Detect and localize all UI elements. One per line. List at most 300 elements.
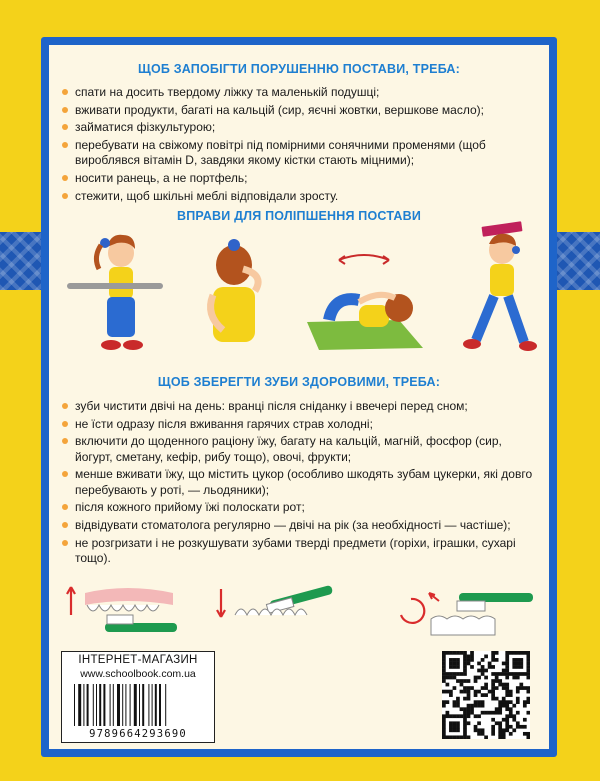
qr-module bbox=[502, 672, 506, 676]
qr-module bbox=[516, 721, 520, 725]
qr-module bbox=[463, 662, 467, 666]
barcode-bar bbox=[83, 684, 84, 726]
qr-module bbox=[453, 725, 457, 729]
qr-module bbox=[481, 669, 485, 673]
qr-module bbox=[502, 735, 506, 739]
barcode-bar bbox=[152, 684, 153, 726]
qr-module bbox=[474, 700, 478, 704]
qr-module bbox=[467, 714, 471, 718]
list-item: зуби чистити двічі на день: вранці після сніданку і ввечері перед сном; bbox=[61, 399, 541, 414]
qr-module bbox=[477, 721, 481, 725]
qr-module bbox=[502, 686, 506, 690]
qr-module bbox=[498, 721, 502, 725]
qr-module bbox=[505, 672, 509, 676]
list-item: включити до щоденного раціону їжу, багату на кальцій, магній, фосфор (сир, йогурт, сметану, кефір, рибу тощо), овочі, фрукти; bbox=[61, 434, 541, 465]
qr-module bbox=[505, 707, 509, 711]
qr-module bbox=[453, 651, 457, 655]
qr-module bbox=[491, 665, 495, 669]
qr-module bbox=[498, 683, 502, 687]
qr-module bbox=[505, 700, 509, 704]
qr-module bbox=[491, 732, 495, 736]
qr-module bbox=[449, 721, 453, 725]
qr-module bbox=[516, 651, 520, 655]
qr-module bbox=[456, 665, 460, 669]
qr-module bbox=[512, 714, 516, 718]
qr-module bbox=[481, 658, 485, 662]
qr-module bbox=[453, 704, 457, 708]
qr-module bbox=[442, 735, 446, 739]
qr-module bbox=[467, 721, 471, 725]
qr-module bbox=[463, 672, 467, 676]
qr-module bbox=[509, 707, 513, 711]
qr-module bbox=[442, 732, 446, 736]
qr-module bbox=[516, 697, 520, 701]
qr-module bbox=[456, 700, 460, 704]
barcode-bar bbox=[159, 684, 161, 726]
qr-module bbox=[477, 676, 481, 680]
qr-module bbox=[449, 651, 453, 655]
qr-module bbox=[481, 732, 485, 736]
qr-module bbox=[477, 700, 481, 704]
qr-module bbox=[516, 700, 520, 704]
list-item: стежити, щоб шкільні меблі відповідали зросту. bbox=[61, 189, 541, 204]
qr-module bbox=[456, 651, 460, 655]
qr-module bbox=[470, 651, 474, 655]
qr-module bbox=[512, 662, 516, 666]
qr-module bbox=[470, 686, 474, 690]
teeth-list bbox=[61, 399, 541, 569]
qr-module bbox=[463, 707, 467, 711]
qr-module bbox=[442, 669, 446, 673]
qr-module bbox=[453, 672, 457, 676]
list-item: менше вживати їжу, що містить цукор (особливо шкодять зубам цукерки, які довго перебувають у роті, — льодяники); bbox=[61, 467, 541, 498]
qr-module bbox=[495, 711, 499, 715]
qr-module bbox=[449, 735, 453, 739]
qr-module bbox=[477, 704, 481, 708]
qr-module bbox=[442, 728, 446, 732]
qr-module bbox=[484, 693, 488, 697]
qr-module bbox=[463, 721, 467, 725]
qr-module bbox=[460, 683, 464, 687]
qr-module bbox=[481, 711, 485, 715]
qr-module bbox=[442, 714, 446, 718]
qr-module bbox=[505, 676, 509, 680]
qr-module bbox=[449, 662, 453, 666]
qr-module bbox=[498, 679, 502, 683]
qr-module bbox=[519, 665, 523, 669]
qr-module bbox=[509, 651, 513, 655]
qr-module bbox=[449, 658, 453, 662]
qr-module bbox=[519, 651, 523, 655]
qr-module bbox=[442, 690, 446, 694]
qr-module bbox=[498, 711, 502, 715]
isbn-number: 9789664293690 bbox=[89, 728, 187, 740]
qr-module bbox=[523, 704, 527, 708]
qr-module bbox=[491, 725, 495, 729]
qr-module bbox=[477, 690, 481, 694]
qr-module bbox=[509, 672, 513, 676]
qr-module bbox=[526, 711, 530, 715]
qr-module bbox=[519, 683, 523, 687]
qr-module bbox=[502, 700, 506, 704]
qr-module bbox=[467, 711, 471, 715]
qr-module bbox=[453, 665, 457, 669]
qr-module bbox=[446, 676, 450, 680]
qr-module bbox=[505, 662, 509, 666]
qr-module bbox=[460, 735, 464, 739]
qr-module bbox=[512, 651, 516, 655]
qr-module bbox=[491, 683, 495, 687]
qr-module bbox=[505, 658, 509, 662]
qr-module bbox=[509, 732, 513, 736]
shop-label: ІНТЕРНЕТ-МАГАЗИН bbox=[78, 654, 198, 666]
qr-module bbox=[488, 665, 492, 669]
barcode-bar bbox=[87, 684, 89, 726]
qr-code[interactable] bbox=[442, 651, 530, 739]
list-item: займатися фізкультурою; bbox=[61, 120, 541, 135]
qr-module bbox=[467, 735, 471, 739]
qr-module bbox=[488, 662, 492, 666]
qr-module bbox=[498, 735, 502, 739]
qr-module bbox=[453, 662, 457, 666]
qr-module bbox=[509, 700, 513, 704]
barcode-bar bbox=[155, 684, 157, 726]
qr-module bbox=[498, 672, 502, 676]
barcode-bar bbox=[96, 684, 97, 726]
content-card bbox=[49, 45, 549, 749]
qr-module bbox=[484, 735, 488, 739]
qr-module bbox=[449, 693, 453, 697]
qr-module bbox=[516, 662, 520, 666]
qr-module bbox=[502, 662, 506, 666]
brushing-circular-illustration bbox=[389, 585, 539, 645]
qr-module bbox=[509, 690, 513, 694]
qr-module bbox=[442, 700, 446, 704]
qr-module bbox=[453, 728, 457, 732]
qr-module bbox=[526, 697, 530, 701]
qr-module bbox=[470, 665, 474, 669]
barcode-bar bbox=[165, 684, 166, 726]
qr-module bbox=[446, 672, 450, 676]
qr-module bbox=[512, 658, 516, 662]
qr-module bbox=[512, 718, 516, 722]
qr-module bbox=[467, 697, 471, 701]
barcode-block bbox=[61, 651, 215, 743]
qr-module bbox=[481, 704, 485, 708]
qr-module bbox=[516, 725, 520, 729]
qr-module bbox=[453, 714, 457, 718]
qr-module bbox=[526, 732, 530, 736]
qr-module bbox=[498, 732, 502, 736]
qr-module bbox=[463, 658, 467, 662]
barcode-bar bbox=[110, 684, 111, 726]
barcode-bar bbox=[74, 684, 75, 726]
qr-module bbox=[526, 735, 530, 739]
posture-list bbox=[61, 85, 541, 206]
brushing-upper-illustration bbox=[57, 575, 187, 645]
barcode-bar bbox=[78, 684, 81, 726]
qr-module bbox=[488, 711, 492, 715]
qr-module bbox=[442, 718, 446, 722]
qr-module bbox=[463, 651, 467, 655]
qr-module bbox=[491, 651, 495, 655]
qr-module bbox=[467, 655, 471, 659]
qr-module bbox=[449, 665, 453, 669]
qr-module bbox=[463, 732, 467, 736]
qr-module bbox=[449, 725, 453, 729]
qr-module bbox=[449, 690, 453, 694]
shop-url[interactable]: www.schoolbook.com.ua bbox=[80, 668, 196, 680]
qr-module bbox=[523, 725, 527, 729]
qr-module bbox=[495, 697, 499, 701]
qr-module bbox=[491, 728, 495, 732]
qr-module bbox=[467, 658, 471, 662]
qr-module bbox=[477, 669, 481, 673]
qr-module bbox=[442, 725, 446, 729]
qr-module bbox=[495, 679, 499, 683]
exercise-stick-illustration bbox=[59, 225, 169, 360]
qr-module bbox=[491, 697, 495, 701]
qr-module bbox=[442, 676, 446, 680]
qr-module bbox=[467, 686, 471, 690]
qr-module bbox=[463, 728, 467, 732]
qr-module bbox=[526, 665, 530, 669]
qr-module bbox=[526, 655, 530, 659]
qr-module bbox=[512, 665, 516, 669]
qr-module bbox=[467, 707, 471, 711]
qr-module bbox=[460, 707, 464, 711]
qr-module bbox=[446, 683, 450, 687]
qr-module bbox=[491, 711, 495, 715]
qr-module bbox=[456, 672, 460, 676]
qr-module bbox=[453, 735, 457, 739]
qr-module bbox=[523, 718, 527, 722]
qr-module bbox=[519, 725, 523, 729]
qr-module bbox=[446, 690, 450, 694]
qr-module bbox=[456, 658, 460, 662]
qr-module bbox=[498, 728, 502, 732]
qr-module bbox=[446, 711, 450, 715]
qr-module bbox=[523, 651, 527, 655]
qr-module bbox=[463, 718, 467, 722]
qr-module bbox=[491, 718, 495, 722]
qr-module bbox=[463, 711, 467, 715]
qr-module bbox=[526, 700, 530, 704]
qr-module bbox=[505, 651, 509, 655]
qr-module bbox=[502, 669, 506, 673]
qr-module bbox=[516, 672, 520, 676]
qr-module bbox=[495, 658, 499, 662]
qr-module bbox=[442, 651, 446, 655]
qr-module bbox=[498, 725, 502, 729]
qr-module bbox=[467, 693, 471, 697]
qr-module bbox=[495, 707, 499, 711]
qr-module bbox=[442, 662, 446, 666]
qr-module bbox=[484, 686, 488, 690]
barcode-bar bbox=[130, 684, 131, 726]
barcode-bar bbox=[103, 684, 105, 726]
qr-module bbox=[474, 690, 478, 694]
qr-module bbox=[516, 658, 520, 662]
qr-module bbox=[505, 690, 509, 694]
qr-module bbox=[460, 690, 464, 694]
qr-module bbox=[526, 676, 530, 680]
barcode-bar bbox=[117, 684, 120, 726]
qr-module bbox=[453, 721, 457, 725]
list-item: носити ранець, а не портфель; bbox=[61, 171, 541, 186]
qr-module bbox=[442, 721, 446, 725]
qr-module bbox=[446, 714, 450, 718]
qr-module bbox=[463, 714, 467, 718]
qr-module bbox=[495, 721, 499, 725]
qr-module bbox=[470, 711, 474, 715]
qr-module bbox=[481, 665, 485, 669]
qr-module bbox=[509, 711, 513, 715]
qr-module bbox=[463, 686, 467, 690]
qr-module bbox=[481, 686, 485, 690]
qr-module bbox=[463, 690, 467, 694]
qr-module bbox=[512, 728, 516, 732]
qr-module bbox=[526, 651, 530, 655]
exercise-back-hands-illustration bbox=[199, 235, 269, 360]
qr-module bbox=[512, 672, 516, 676]
barcode-bar bbox=[139, 684, 140, 726]
qr-module bbox=[509, 714, 513, 718]
qr-module bbox=[516, 711, 520, 715]
qr-module bbox=[446, 735, 450, 739]
qr-module bbox=[519, 686, 523, 690]
qr-module bbox=[474, 679, 478, 683]
qr-module bbox=[526, 658, 530, 662]
qr-module bbox=[505, 665, 509, 669]
qr-module bbox=[505, 655, 509, 659]
qr-module bbox=[526, 690, 530, 694]
barcode-bar bbox=[99, 684, 101, 726]
qr-module bbox=[523, 686, 527, 690]
qr-module bbox=[456, 725, 460, 729]
qr-module bbox=[502, 732, 506, 736]
qr-module bbox=[512, 676, 516, 680]
qr-module bbox=[481, 728, 485, 732]
qr-module bbox=[491, 672, 495, 676]
qr-module bbox=[484, 655, 488, 659]
qr-module bbox=[491, 658, 495, 662]
qr-module bbox=[509, 693, 513, 697]
qr-module bbox=[495, 686, 499, 690]
qr-module bbox=[481, 672, 485, 676]
qr-module bbox=[512, 704, 516, 708]
qr-module bbox=[495, 651, 499, 655]
qr-module bbox=[502, 718, 506, 722]
qr-module bbox=[505, 721, 509, 725]
qr-module bbox=[463, 679, 467, 683]
teeth-title: ЩОБ ЗБЕРЕГТИ ЗУБИ ЗДОРОВИМИ, ТРЕБА: bbox=[157, 375, 441, 389]
qr-module bbox=[516, 690, 520, 694]
qr-module bbox=[498, 704, 502, 708]
qr-module bbox=[516, 686, 520, 690]
qr-module bbox=[460, 714, 464, 718]
qr-module bbox=[484, 683, 488, 687]
exercises-title: ВПРАВИ ДЛЯ ПОЛІПШЕННЯ ПОСТАВИ bbox=[176, 209, 422, 223]
exercise-lying-illustration bbox=[299, 250, 429, 355]
qr-module bbox=[523, 672, 527, 676]
qr-module bbox=[460, 651, 464, 655]
qr-module bbox=[488, 690, 492, 694]
qr-module bbox=[442, 665, 446, 669]
qr-module bbox=[516, 676, 520, 680]
qr-module bbox=[491, 693, 495, 697]
qr-module bbox=[505, 693, 509, 697]
qr-module bbox=[460, 679, 464, 683]
qr-module bbox=[456, 704, 460, 708]
qr-module bbox=[442, 655, 446, 659]
barcode-bar bbox=[148, 684, 149, 726]
list-item: відвідувати стоматолога регулярно — двічі на рік (за необхідності — частіше); bbox=[61, 518, 541, 533]
list-item: спати на досить твердому ліжку та маленькій подушці; bbox=[61, 85, 541, 100]
exercise-book-on-head-illustration bbox=[454, 220, 544, 360]
qr-module bbox=[502, 704, 506, 708]
qr-module bbox=[481, 700, 485, 704]
qr-module bbox=[526, 686, 530, 690]
qr-module bbox=[502, 728, 506, 732]
qr-module bbox=[442, 658, 446, 662]
qr-module bbox=[474, 676, 478, 680]
posture-title: ЩОБ ЗАПОБІГТИ ПОРУШЕННЮ ПОСТАВИ, ТРЕБА: bbox=[138, 62, 460, 76]
qr-module bbox=[470, 704, 474, 708]
qr-module bbox=[484, 711, 488, 715]
qr-module bbox=[526, 669, 530, 673]
qr-module bbox=[456, 728, 460, 732]
qr-module bbox=[463, 697, 467, 701]
barcode-bar bbox=[93, 684, 94, 726]
qr-module bbox=[453, 700, 457, 704]
qr-module bbox=[491, 686, 495, 690]
list-item: вживати продукти, багаті на кальцій (сир, яєчні жовтки, вершкове масло); bbox=[61, 103, 541, 118]
qr-module bbox=[453, 686, 457, 690]
qr-module bbox=[481, 693, 485, 697]
qr-module bbox=[523, 700, 527, 704]
qr-module bbox=[470, 658, 474, 662]
qr-module bbox=[453, 676, 457, 680]
qr-module bbox=[442, 672, 446, 676]
barcode-bar bbox=[125, 684, 126, 726]
qr-module bbox=[456, 662, 460, 666]
qr-module bbox=[495, 672, 499, 676]
qr-module bbox=[463, 655, 467, 659]
barcode-bar bbox=[142, 684, 144, 726]
qr-module bbox=[467, 704, 471, 708]
qr-module bbox=[463, 735, 467, 739]
qr-module bbox=[467, 662, 471, 666]
qr-module bbox=[474, 704, 478, 708]
qr-module bbox=[463, 665, 467, 669]
qr-module bbox=[491, 690, 495, 694]
qr-module bbox=[449, 672, 453, 676]
qr-module bbox=[498, 700, 502, 704]
qr-module bbox=[474, 725, 478, 729]
qr-module bbox=[463, 669, 467, 673]
qr-module bbox=[456, 714, 460, 718]
qr-module bbox=[502, 683, 506, 687]
qr-module bbox=[495, 676, 499, 680]
qr-module bbox=[519, 658, 523, 662]
qr-module bbox=[463, 725, 467, 729]
qr-module bbox=[456, 679, 460, 683]
qr-module bbox=[467, 679, 471, 683]
qr-module bbox=[442, 679, 446, 683]
qr-module bbox=[456, 697, 460, 701]
qr-module bbox=[498, 707, 502, 711]
